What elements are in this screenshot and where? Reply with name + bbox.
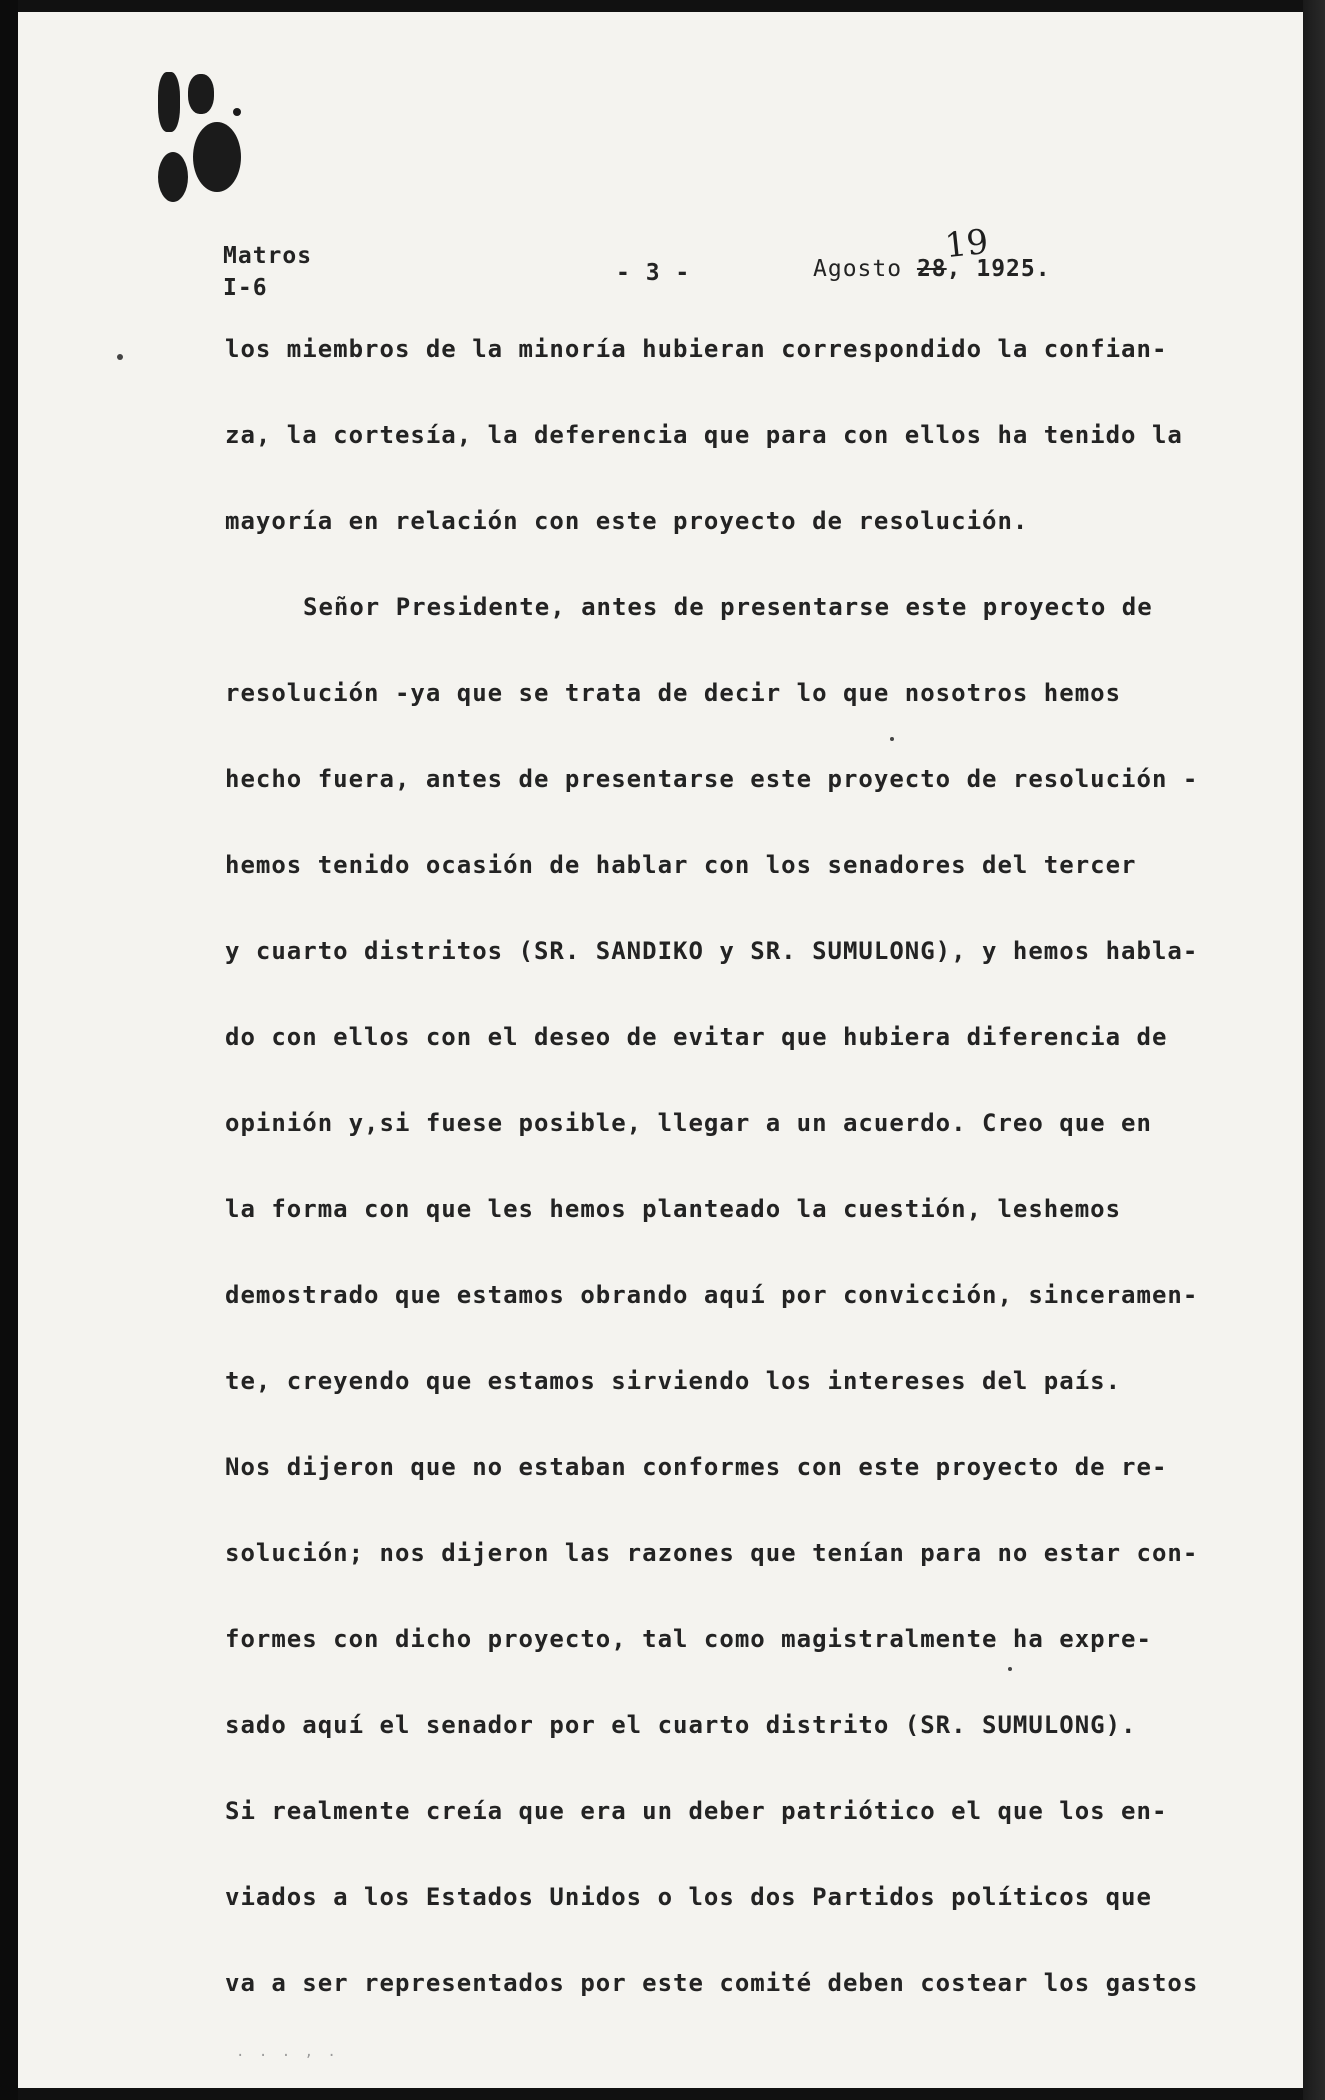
body-line: resolución -ya que se trata de decir lo que nosotros hemos <box>225 679 1122 707</box>
body-line: za, la cortesía, la deferencia que para con ellos ha tenido la <box>225 421 1183 449</box>
body-line: te, creyendo que estamos sirviendo los intereses del país. <box>225 1367 1122 1395</box>
date-day-struck: 28 <box>916 256 947 282</box>
ink-blot <box>158 72 180 132</box>
header-author: Matros <box>223 243 313 269</box>
document-page <box>18 12 1303 2088</box>
ink-blot <box>233 108 241 116</box>
body-line: hecho fuera, antes de presentarse este proyecto de resolución - <box>225 765 1199 793</box>
handwritten-date-correction: 19 <box>943 221 991 267</box>
body-line: opinión y,si fuese posible, llegar a un acuerdo. Creo que en <box>225 1109 1152 1137</box>
ink-blot <box>188 74 214 114</box>
header-code: I-6 <box>223 275 268 301</box>
body-line: do con ellos con el deseo de evitar que hubiera diferencia de <box>225 1023 1168 1051</box>
body-line: Si realmente creía que era un deber patriótico el que los en- <box>225 1797 1168 1825</box>
date-month: Agosto <box>813 256 903 282</box>
bottom-scan-specks: . . . , . <box>236 2044 339 2060</box>
body-line: formes con dicho proyecto, tal como magistralmente ha expre- <box>225 1625 1152 1653</box>
body-line: viados a los Estados Unidos o los dos Partidos políticos que <box>225 1883 1152 1911</box>
ink-blot <box>193 122 241 192</box>
ink-speck <box>117 354 123 360</box>
scan-right-edge <box>1303 0 1325 2100</box>
date-year: , 1925. <box>946 256 1051 282</box>
ink-blot <box>158 152 188 202</box>
body-line: la forma con que les hemos planteado la cuestión, leshemos <box>225 1195 1122 1223</box>
body-line: los miembros de la minoría hubieran correspondido la confian- <box>225 335 1168 363</box>
body-line: sado aquí el senador por el cuarto distrito (SR. SUMULONG). <box>225 1711 1137 1739</box>
body-line: mayoría en relación con este proyecto de resolución. <box>225 507 1029 535</box>
body-line: hemos tenido ocasión de hablar con los senadores del tercer <box>225 851 1137 879</box>
body-line: va a ser representados por este comité deben costear los gastos <box>225 1969 1199 1997</box>
body-line: solución; nos dijeron las razones que tenían para no estar con- <box>225 1539 1199 1567</box>
body-line: Señor Presidente, antes de presentarse este proyecto de <box>303 593 1153 621</box>
header-date <box>813 256 1051 282</box>
body-line: y cuarto distritos (SR. SANDIKO y SR. SUMULONG), y hemos habla- <box>225 937 1199 965</box>
scan-left-edge <box>0 0 18 2100</box>
header-author-block <box>223 240 312 304</box>
body-text <box>225 334 1245 2054</box>
page-number: - 3 - <box>616 260 691 286</box>
body-line: demostrado que estamos obrando aquí por convicción, sinceramen- <box>225 1281 1199 1309</box>
body-line: Nos dijeron que no estaban conformes con este proyecto de re- <box>225 1453 1168 1481</box>
